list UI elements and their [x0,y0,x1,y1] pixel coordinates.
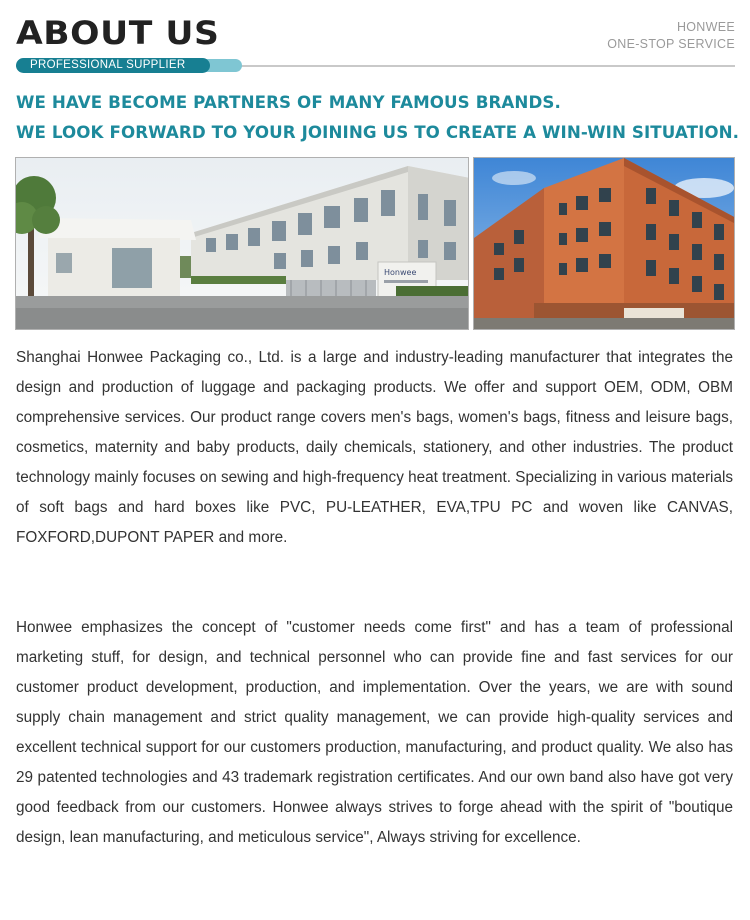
company-values-paragraph: Honwee emphasizes the concept of "customer needs come first" and has a team of professional marketing stuff, for design, and technical personnel who can provide fine and fast services for our customer product development, production, and implementation. Over the years, we are with sound supply chain management and strict quality management, we can provide high-quality services and excellent technical support for our customers production, manufacturing, and product quality. We also has 29 patented technologies and 43 trademark registration certificates. And our own band also have got very good feedback from our customers. Honwee always strives to forge ahead with the spirit of "boutique design, lean manufacturing, and meticulous service", Always striving for excellence. [16,619,733,846]
page-title: ABOUT US [16,14,220,52]
brand-tagline [607,19,735,53]
brand-slogan: ONE-STOP SERVICE [607,37,735,51]
office-building-photo [473,157,735,330]
factory-sign-text: Honwee [384,268,417,277]
headline [16,88,739,148]
headline-line-1: WE HAVE BECOME PARTNERS OF MANY FAMOUS BRANDS. [16,93,561,113]
company-intro-paragraph: Shanghai Honwee Packaging co., Ltd. is a large and industry-leading manufacturer that integrates the design and production of luggage and packaging products. We offer and support OEM, ODM, OBM comprehensive services. Our product range covers men's bags, women's bags, fitness and leisure bags, cosmetics, maternity and baby products, daily chemicals, stationery, and other industries. The product technology mainly focuses on sewing and high-frequency heat treatment. Specializing in various materials of soft bags and hard boxes like PVC, PU-LEATHER, EVA,TPU PC and woven like CANVAS, FOXFORD,DUPONT PAPER and more. [16,349,733,546]
brand-name: HONWEE [676,20,735,34]
headline-line-2: WE LOOK FORWARD TO YOUR JOINING US TO CREATE A WIN-WIN SITUATION. [16,123,740,143]
factory-campus-photo [15,157,469,330]
subtitle-pill: PROFESSIONAL SUPPLIER [16,58,210,73]
